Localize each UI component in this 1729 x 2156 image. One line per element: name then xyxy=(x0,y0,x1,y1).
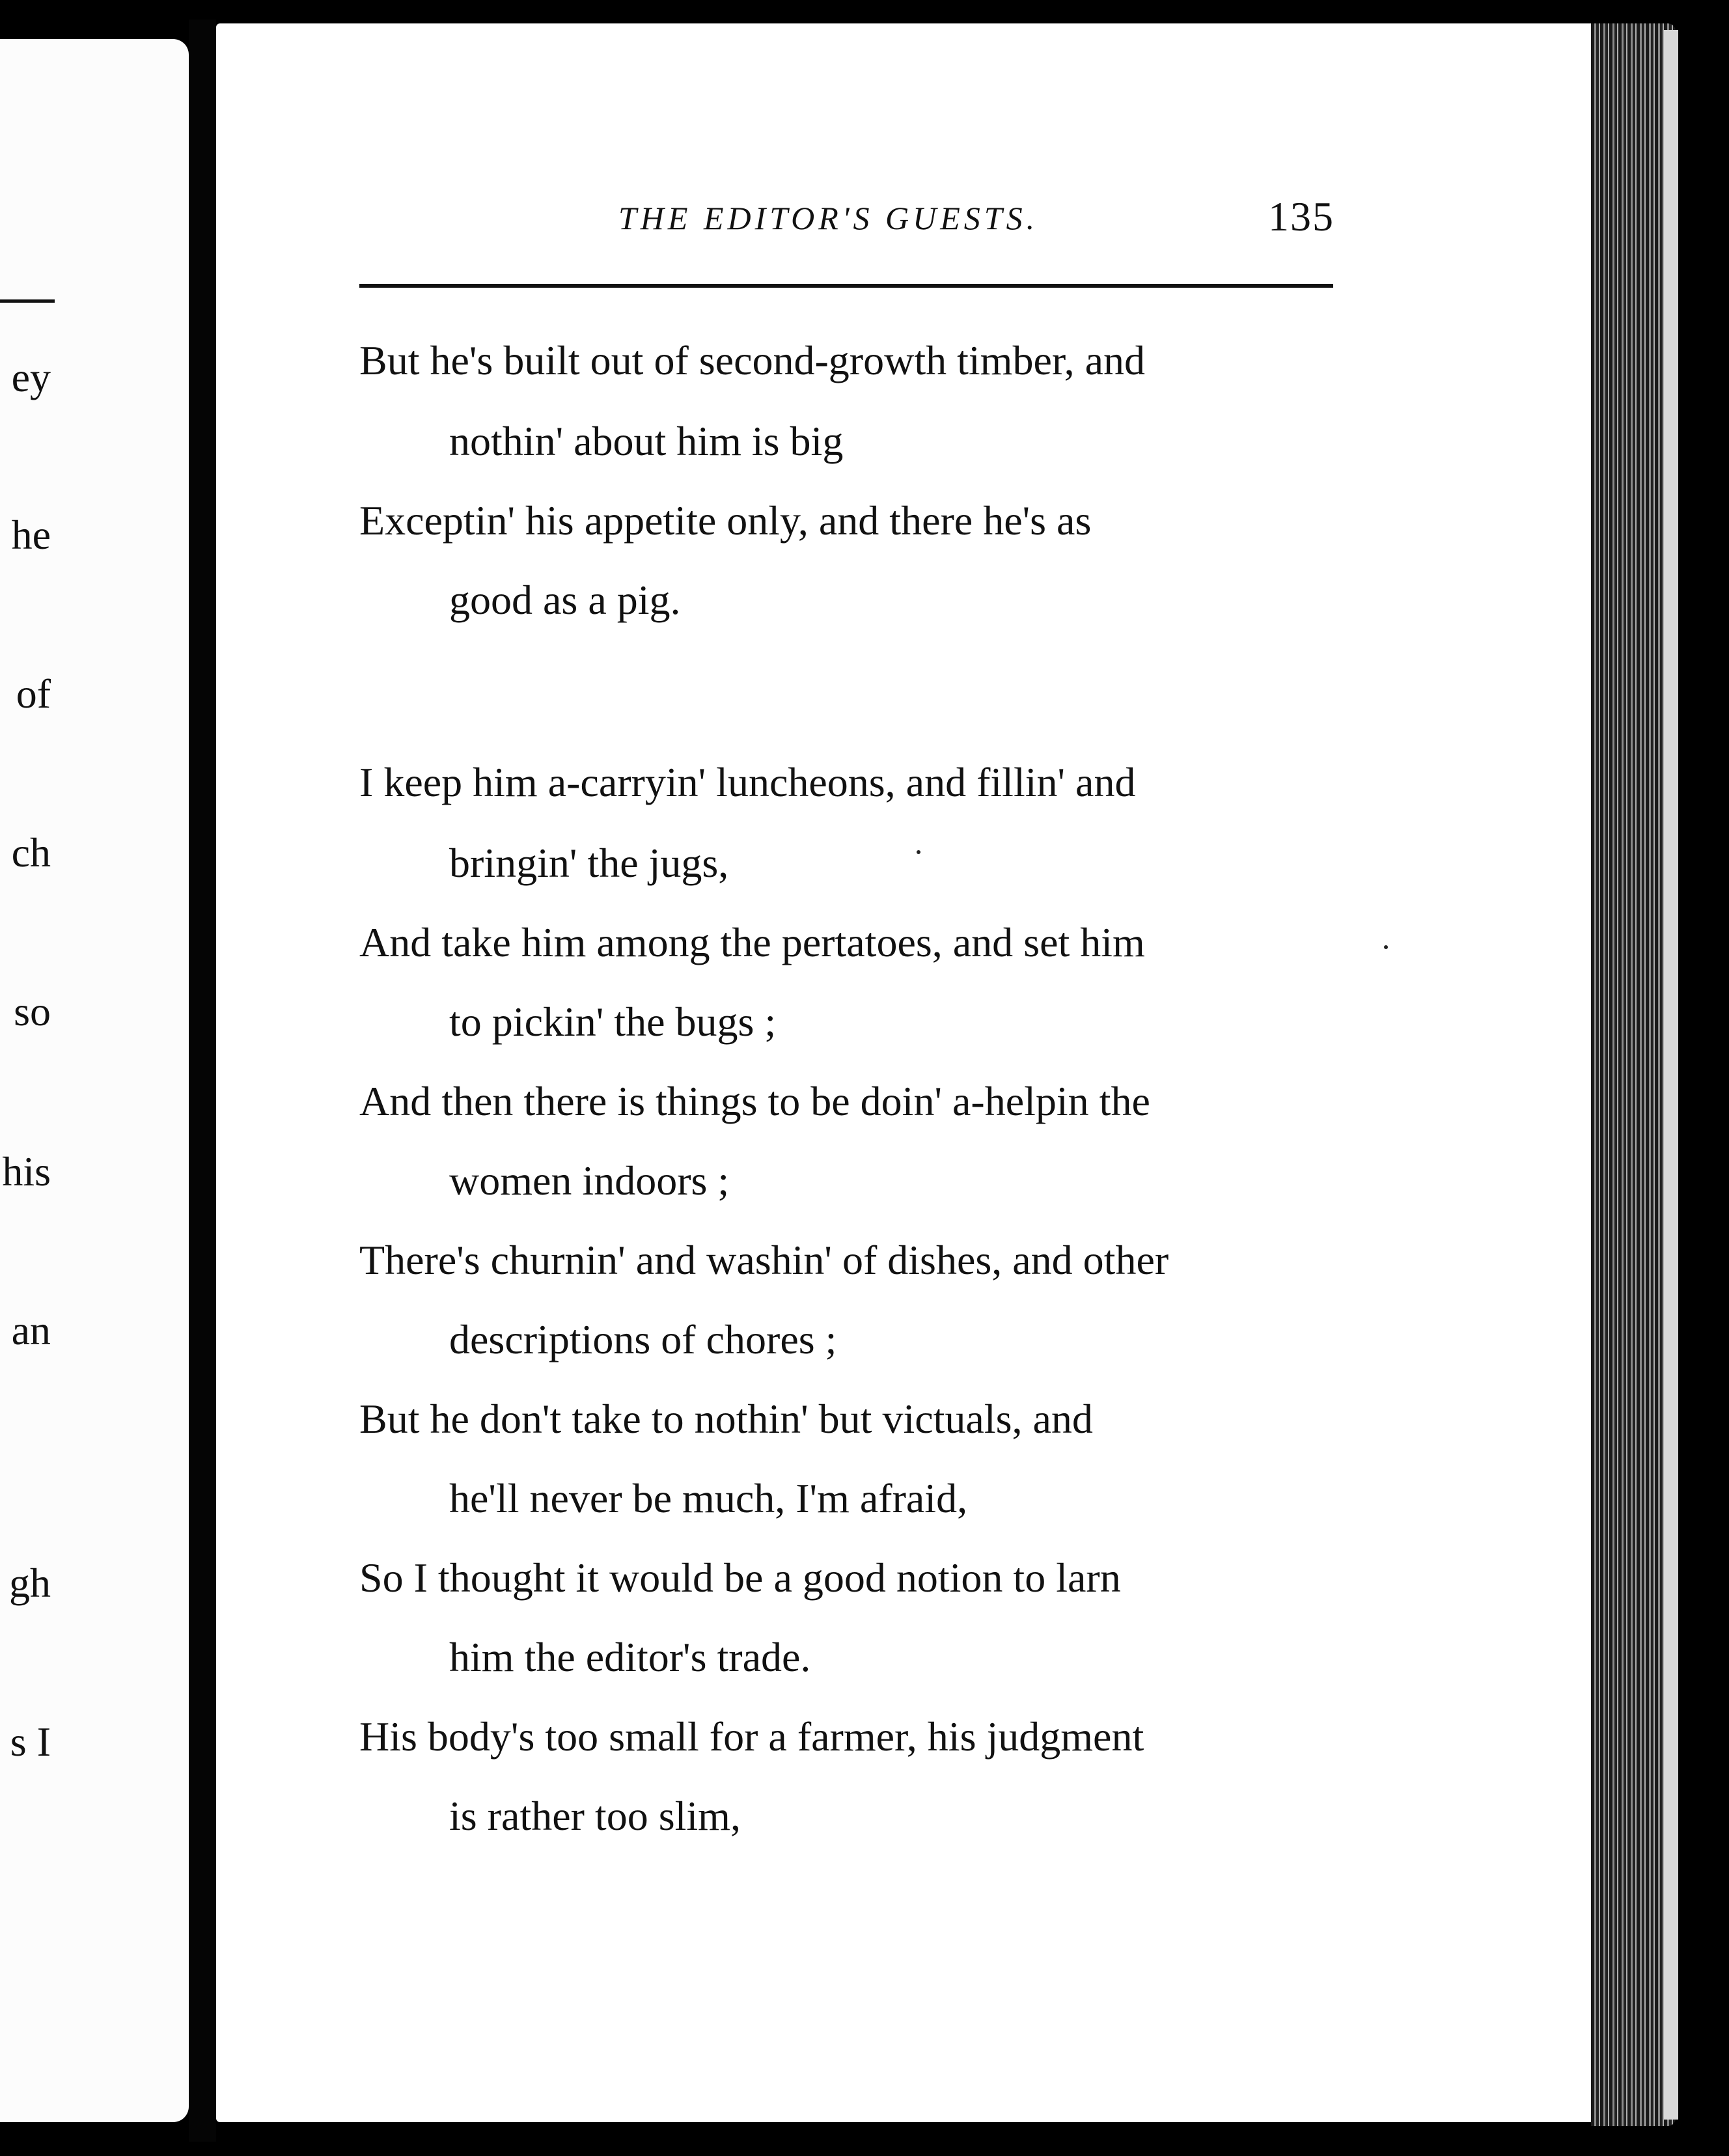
left-page xyxy=(0,39,189,2122)
verse-line: His body's too small for a farmer, his judgment xyxy=(359,1713,1144,1760)
verse-line: nothin' about him is big xyxy=(449,418,844,464)
verse-line: is rather too slim, xyxy=(449,1793,741,1839)
left-page-fragment: an xyxy=(11,1307,51,1353)
left-page-rule xyxy=(0,299,55,303)
verse-line: But he don't take to nothin' but victuals, and xyxy=(359,1396,1093,1442)
verse-line: bringin' the jugs, xyxy=(449,840,729,886)
verse-line: to pickin' the bugs ; xyxy=(449,999,777,1045)
left-page-fragment: s I xyxy=(10,1719,51,1765)
running-title: THE EDITOR'S GUESTS. xyxy=(618,200,1039,236)
verse-line: him the editor's trade. xyxy=(449,1634,811,1680)
scan-speck xyxy=(1384,945,1388,949)
verse-line: women indoors ; xyxy=(449,1157,730,1204)
verse-line: he'll never be much, I'm afraid, xyxy=(449,1475,968,1521)
left-page-fragment: his xyxy=(2,1148,51,1195)
scan-speck xyxy=(917,850,920,854)
verse-line: There's churnin' and washin' of dishes, and other xyxy=(359,1237,1169,1283)
verse-line: So I thought it would be a good notion to larn xyxy=(359,1555,1121,1601)
page-edges-highlight xyxy=(1664,30,1678,2120)
verse-line: And then there is things to be doin' a-helpin the xyxy=(359,1078,1150,1124)
verse-line: Exceptin' his appetite only, and there he's as xyxy=(359,497,1092,544)
left-page-fragment: ch xyxy=(11,829,51,876)
header-rule xyxy=(359,284,1333,288)
verse-line: good as a pig. xyxy=(449,577,681,623)
verse-line: But he's built out of second-growth timber, and xyxy=(359,337,1145,383)
left-page-fragment: so xyxy=(14,988,51,1034)
verse-line: I keep him a-carryin' luncheons, and fillin' and xyxy=(359,759,1136,805)
book-gutter xyxy=(189,20,216,2142)
verse-line: descriptions of chores ; xyxy=(449,1316,837,1362)
page-edges xyxy=(1591,23,1676,2126)
left-page-fragment: gh xyxy=(9,1560,51,1606)
left-page-fragment: of xyxy=(16,670,51,717)
verse-line: And take him among the pertatoes, and set him xyxy=(359,919,1145,965)
page-number: 135 xyxy=(1268,193,1335,240)
left-page-fragment: ey xyxy=(11,354,51,400)
left-page-fragment: he xyxy=(11,512,51,558)
